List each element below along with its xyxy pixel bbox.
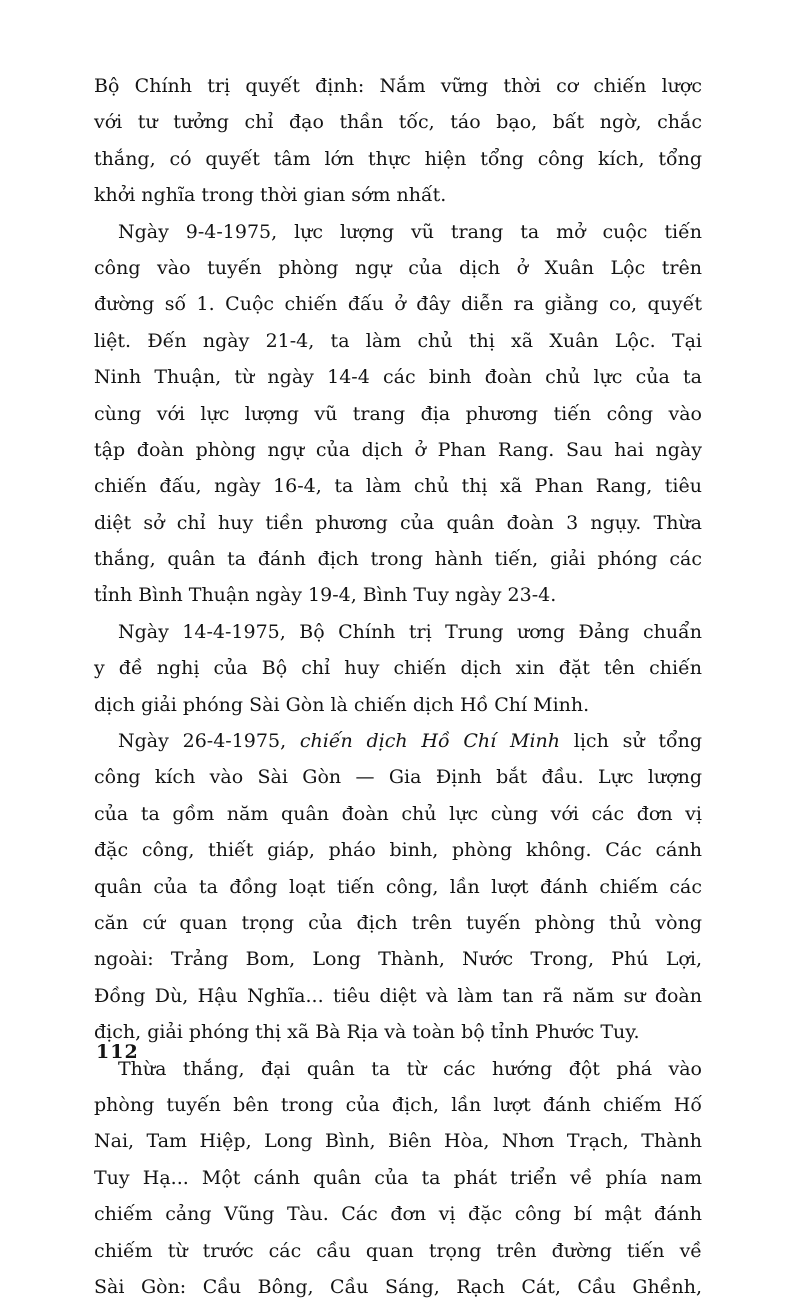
text-line: đường số 1. Cuộc chiến đấu ở đây diễn ra giằng co, quyết (94, 293, 702, 316)
text-line: Nai, Tam Hiệp, Long Bình, Biên Hòa, Nhơn Trạch, Thành (94, 1130, 702, 1153)
text-line: quân của ta đồng loạt tiến công, lần lượt đánh chiếm các (94, 875, 702, 898)
text-line: khởi nghĩa trong thời gian sớm nhất. (94, 184, 447, 207)
text-line: Tuy Hạ... Một cánh quân của ta phát triển về phía nam (94, 1166, 702, 1189)
page-number: 112 (96, 1041, 139, 1063)
text-line: công kích vào Sài Gòn — Gia Định bắt đầu. Lực lượng (94, 766, 702, 789)
body-text (94, 68, 702, 1305)
text-line: Ninh Thuận, từ ngày 14-4 các binh đoàn chủ lực của ta (94, 366, 702, 389)
text-line: chiến đấu, ngày 16-4, ta làm chủ thị xã Phan Rang, tiêu (94, 475, 702, 498)
text-line (94, 723, 702, 759)
text-line: tập đoàn phòng ngự của dịch ở Phan Rang. Sau hai ngày (94, 438, 702, 461)
text-line: chiếm cảng Vũng Tàu. Các đơn vị đặc công bí mật đánh (94, 1203, 702, 1226)
text-line: diệt sở chỉ huy tiền phương của quân đoàn 3 ngụy. Thừa (94, 511, 702, 534)
text-line: liệt. Đến ngày 21-4, ta làm chủ thị xã Xuân Lộc. Tại (94, 329, 702, 352)
text-line: Ngày 9-4-1975, lực lượng vũ trang ta mở cuộc tiến (118, 220, 702, 243)
text-line: địch, giải phóng thị xã Bà Rịa và toàn bộ tỉnh Phước Tuy. (94, 1021, 640, 1044)
text-line: căn cứ quan trọng của địch trên tuyến phòng thủ vòng (94, 911, 702, 934)
italic-phrase: chiến dịch Hồ Chí Minh (299, 730, 561, 753)
text-line: đặc công, thiết giáp, pháo binh, phòng không. Các cánh (94, 839, 702, 862)
text-line: phòng tuyến bên trong của địch, lần lượt đánh chiếm Hố (94, 1093, 702, 1116)
text-line: Thừa thắng, đại quân ta từ các hướng đột phá vào (118, 1057, 702, 1080)
text-line: ngoài: Trảng Bom, Long Thành, Nước Trong, Phú Lợi, (94, 948, 702, 971)
text-line: thắng, có quyết tâm lớn thực hiện tổng công kích, tổng (94, 147, 702, 170)
text-line: công vào tuyến phòng ngự của dịch ở Xuân Lộc trên (94, 256, 702, 279)
text-line: Ngày 14-4-1975, Bộ Chính trị Trung ương Đảng chuẩn (118, 620, 702, 643)
text-line: với tư tưởng chỉ đạo thần tốc, táo bạo, bất ngờ, chắc (94, 111, 702, 134)
text-fragment: Ngày 26-4-1975, (118, 730, 300, 753)
text-fragment: lịch sử tổng (560, 730, 702, 753)
text-line: chiếm từ trước các cầu quan trọng trên đường tiến về (94, 1239, 702, 1262)
text-line: cùng với lực lượng vũ trang địa phương tiến công vào (94, 402, 702, 425)
text-line: Bộ Chính trị quyết định: Nắm vững thời cơ chiến lược (94, 75, 702, 97)
text-line: Sài Gòn: Cầu Bông, Cầu Sáng, Rạch Cát, Cầu Ghềnh, (94, 1275, 702, 1298)
text-line: thắng, quân ta đánh địch trong hành tiến, giải phóng các (94, 548, 702, 571)
text-line: y đề nghị của Bộ chỉ huy chiến dịch xin đặt tên chiến (94, 657, 702, 680)
text-line: Đồng Dù, Hậu Nghĩa... tiêu diệt và làm tan rã năm sư đoàn (94, 984, 702, 1007)
text-line: của ta gồm năm quân đoàn chủ lực cùng với các đơn vị (94, 802, 702, 825)
text-line: tỉnh Bình Thuận ngày 19-4, Bình Tuy ngày 23-4. (94, 584, 557, 607)
text-line: dịch giải phóng Sài Gòn là chiến dịch Hồ Chí Minh. (94, 693, 590, 716)
